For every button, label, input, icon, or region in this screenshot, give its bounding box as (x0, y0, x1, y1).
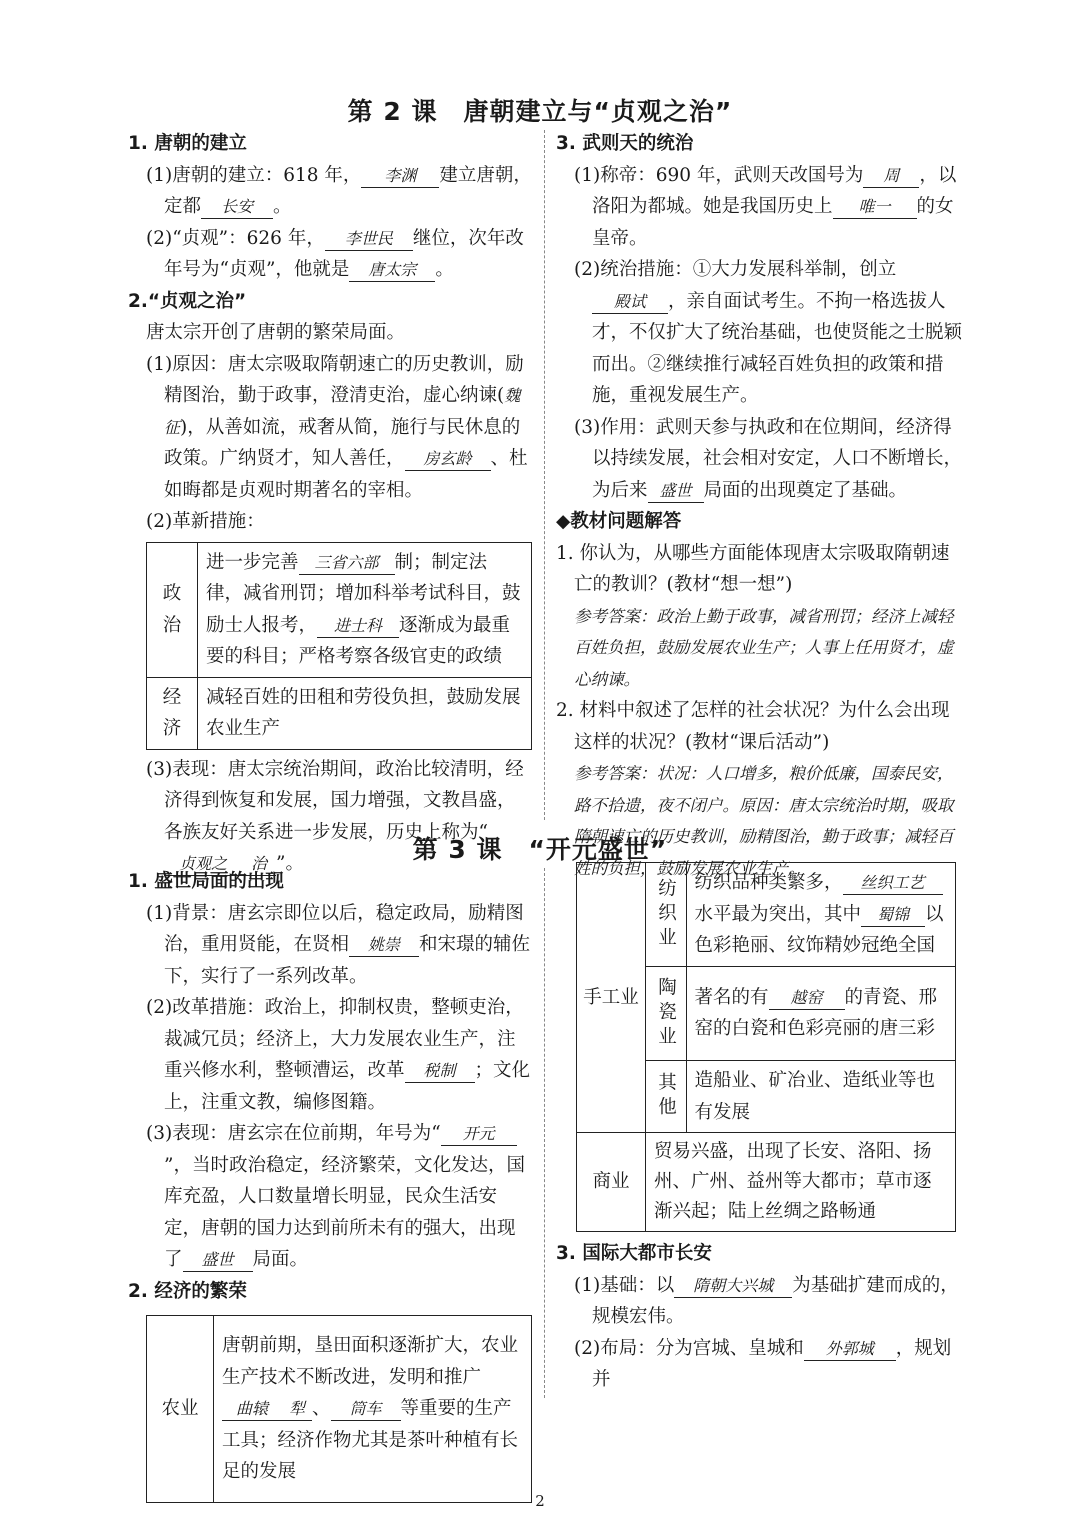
column-divider (544, 868, 545, 1398)
section-heading: 2. 经济的繁荣 (128, 1280, 247, 1302)
table-row (147, 677, 532, 749)
section-heading: 1. 盛世局面的出现 (128, 871, 284, 892)
lesson-2-right-column (556, 128, 962, 884)
paragraph: (1)背景：唐玄宗即位以后，稳定政局，励精图治，重用贤能，在贤相 姚崇 和宋璟的辅佐下，实行了一系列改革。 (146, 902, 531, 987)
answer-blank: 李渊 (361, 165, 439, 188)
table-header-cell: 政治 (147, 542, 198, 677)
lesson-3-right-column (556, 862, 962, 1396)
table-cell: 唐朝前期，垦田面积逐渐扩大，农业生产技术不断改进，发明和推广曲辕 犁 、 筒车 等重要的生产工具；经济作物尤其是茶叶种植有长足的发展 (214, 1316, 532, 1503)
table-cell: 纺织品种类繁多， 丝织工艺水平最为突出，其中 蜀锦 以色彩艳丽、纹饰精妙冠绝全国 (686, 863, 956, 967)
answer-blank: 越窑 (769, 987, 845, 1010)
table-cell: 著名的有 越窑 的青瓷、邢窑的白瓷和色彩亮丽的唐三彩 (686, 966, 956, 1061)
table-cell: 贸易兴盛，出现了长安、洛阳、扬州、广州、益州等大都市；草市逐渐兴起；陆上丝绸之路畅通 (646, 1133, 956, 1232)
lesson-2-left-column (128, 128, 532, 880)
answer-blank: 周 (863, 165, 919, 188)
question: 2. 材料中叙述了怎样的社会状况？为什么会出现这样的状况？(教材“课后活动”) (556, 700, 950, 753)
table-header-cell: 商业 (577, 1133, 646, 1232)
table-row (147, 1316, 532, 1503)
paragraph: (3)表现：唐太宗统治期间，政治比较清明，经济得到恢复和发展，国力增强，文教昌盛，各族友好关系进一步发展，历史上称为“贞观之 治 ”。 (146, 758, 524, 874)
section-heading: 2.“贞观之治” (128, 290, 247, 312)
column-divider (544, 130, 545, 820)
answer-blank: 犁 (282, 1398, 312, 1421)
answer-blank: 蜀锦 (861, 904, 925, 927)
lesson-3-left-column (128, 866, 532, 1503)
paragraph: (3)表现：唐玄宗在位前期，年号为“ 开元”，当时政治稳定，经济繁荣，文化发达，国库充盈，人口数量增长明显，民众生活安定，唐朝的国力达到前所未有的强大，出现了 盛世 局面。 (146, 1123, 525, 1270)
answer-blank: 税制 (405, 1060, 475, 1083)
answer-blank: 李世民 (325, 228, 413, 251)
paragraph: (2)布局：分为宫城、皇城和 外郭城 ，规划并 (574, 1337, 952, 1390)
lesson-2-title: 第 2 课 唐朝建立与“贞观之治” (347, 97, 733, 126)
answer-blank: 盛世 (183, 1249, 253, 1272)
section-heading: 1. 唐朝的建立 (128, 133, 247, 154)
table-subheader-cell: 纺织业 (646, 863, 687, 967)
answer-blank: 筒车 (331, 1398, 401, 1421)
paragraph: (1)基础：以 隋朝大兴城 为基础扩建而成的，规模宏伟。 (574, 1274, 959, 1327)
table-cell: 减轻百姓的田租和劳役负担，鼓励发展农业生产 (198, 677, 532, 749)
table-cell: 造船业、矿冶业、造纸业等也有发展 (686, 1061, 956, 1133)
table-row (577, 863, 956, 967)
agriculture-table (146, 1315, 532, 1503)
paragraph: (2)革新措施： (146, 511, 265, 532)
answer-blank: 房玄龄 (405, 448, 491, 471)
paragraph: (1)称帝：690 年，武则天改国号为 周 ，以洛阳为都城。她是我国历史上 唯一 的女皇帝。 (574, 164, 957, 249)
table-row (577, 1133, 956, 1232)
answer-blank: 治 (242, 853, 276, 876)
answer-blank: 进士科 (317, 615, 399, 638)
answer-blank: 唐太宗 (349, 259, 435, 282)
craft-commerce-table (576, 862, 956, 1232)
lesson-3-title: 第 3 课 “开元盛世” (412, 835, 668, 864)
paragraph: 唐太宗开创了唐朝的繁荣局面。 (146, 322, 406, 343)
paragraph: (2)“贞观”：626 年， 李世民 继位，次年改年号为“贞观”，他就是 唐太宗 。 (146, 227, 524, 280)
answer-blank: 姚崇 (349, 934, 419, 957)
answer-blank: 唯一 (833, 196, 917, 219)
paragraph: (3)作用：武则天参与执政和在位期间，经济得以持续发展，社会相对安定，人口不断增长，为后来 盛世 局面的出现奠定了基础。 (574, 416, 963, 501)
reform-table (146, 542, 532, 750)
answer-blank: 外郭城 (804, 1338, 896, 1361)
answer: 参考答案：政治上勤于政事，减省刑罚；经济上减轻百姓负担，鼓励发展农业生产；人事上任用贤才，虚心纳谏。 (574, 606, 954, 689)
answer-blank: 长安 (201, 196, 273, 219)
answer: 参考答案：状况：人口增多，粮价低廉，国泰民安，路不拾遗，夜不闭户。原因：唐太宗统治时期，吸取隋朝速亡的历史教训，励精图治，勤于政事；减轻百姓的负担，鼓励发展农业生产。 (574, 764, 954, 878)
table-row (147, 542, 532, 677)
table-subheader-cell: 其他 (646, 1061, 687, 1133)
section-heading: 3. 国际大都市长安 (556, 1243, 712, 1264)
paragraph: (2)统治措施：①大力发展科举制，创立殿试 ，亲自面试考生。不拘一格选拔人才，不仅扩大了统治基础，也使贤能之士脱颖而出。②继续推行减轻百姓负担的政策和措施，重视发展生产。 (574, 259, 963, 406)
table-header-cell: 农业 (147, 1316, 214, 1503)
paragraph: (1)原因：唐太宗吸取隋朝速亡的历史教训，励精图治，勤于政事，澄清吏治，虚心纳谏(魏征)，从善如流，戒奢从简，施行与民休息的政策。广纳贤才，知人善任， 房玄龄 、杜如晦都是贞观时期著名的宰相。 (146, 353, 528, 501)
answer-blank: 三省六部 (299, 552, 395, 575)
answer-blank: 开元 (441, 1123, 517, 1146)
table-header-cell: 手工业 (577, 863, 646, 1133)
page-number: 2 (535, 1492, 545, 1510)
table-subheader-cell: 陶瓷业 (646, 966, 687, 1061)
answer-blank: 丝织工艺 (843, 872, 943, 895)
question: 1. 你认为，从哪些方面能体现唐太宗吸取隋朝速亡的教训？(教材“想一想”) (556, 542, 950, 595)
paragraph: (1)唐朝的建立：618 年， 李渊 建立唐朝，定都 长安 。 (146, 164, 532, 217)
qa-heading: ◆教材问题解答 (556, 511, 682, 532)
answer-blank: 殿试 (592, 291, 668, 314)
answer-blank: 盛世 (648, 480, 704, 503)
paragraph: (2)改革措施：政治上，抑制权贵，整顿吏治，裁减冗员；经济上，大力发展农业生产，注重兴修水利，整顿漕运，改革 税制 ；文化上，注重文教，编修图籍。 (146, 997, 531, 1113)
answer-blank: 曲辕 (222, 1398, 282, 1421)
table-cell: 进一步完善 三省六部 制；制定法律，减省刑罚；增加科举考试科目，鼓励士人报考， 进士科 逐渐成为最重要的科目；严格考察各级官吏的政绩 (198, 542, 532, 677)
answer-blank: 贞观之 (164, 853, 242, 876)
section-heading: 3. 武则天的统治 (556, 133, 694, 154)
table-header-cell: 经济 (147, 677, 198, 749)
answer-blank: 隋朝大兴城 (674, 1275, 792, 1298)
